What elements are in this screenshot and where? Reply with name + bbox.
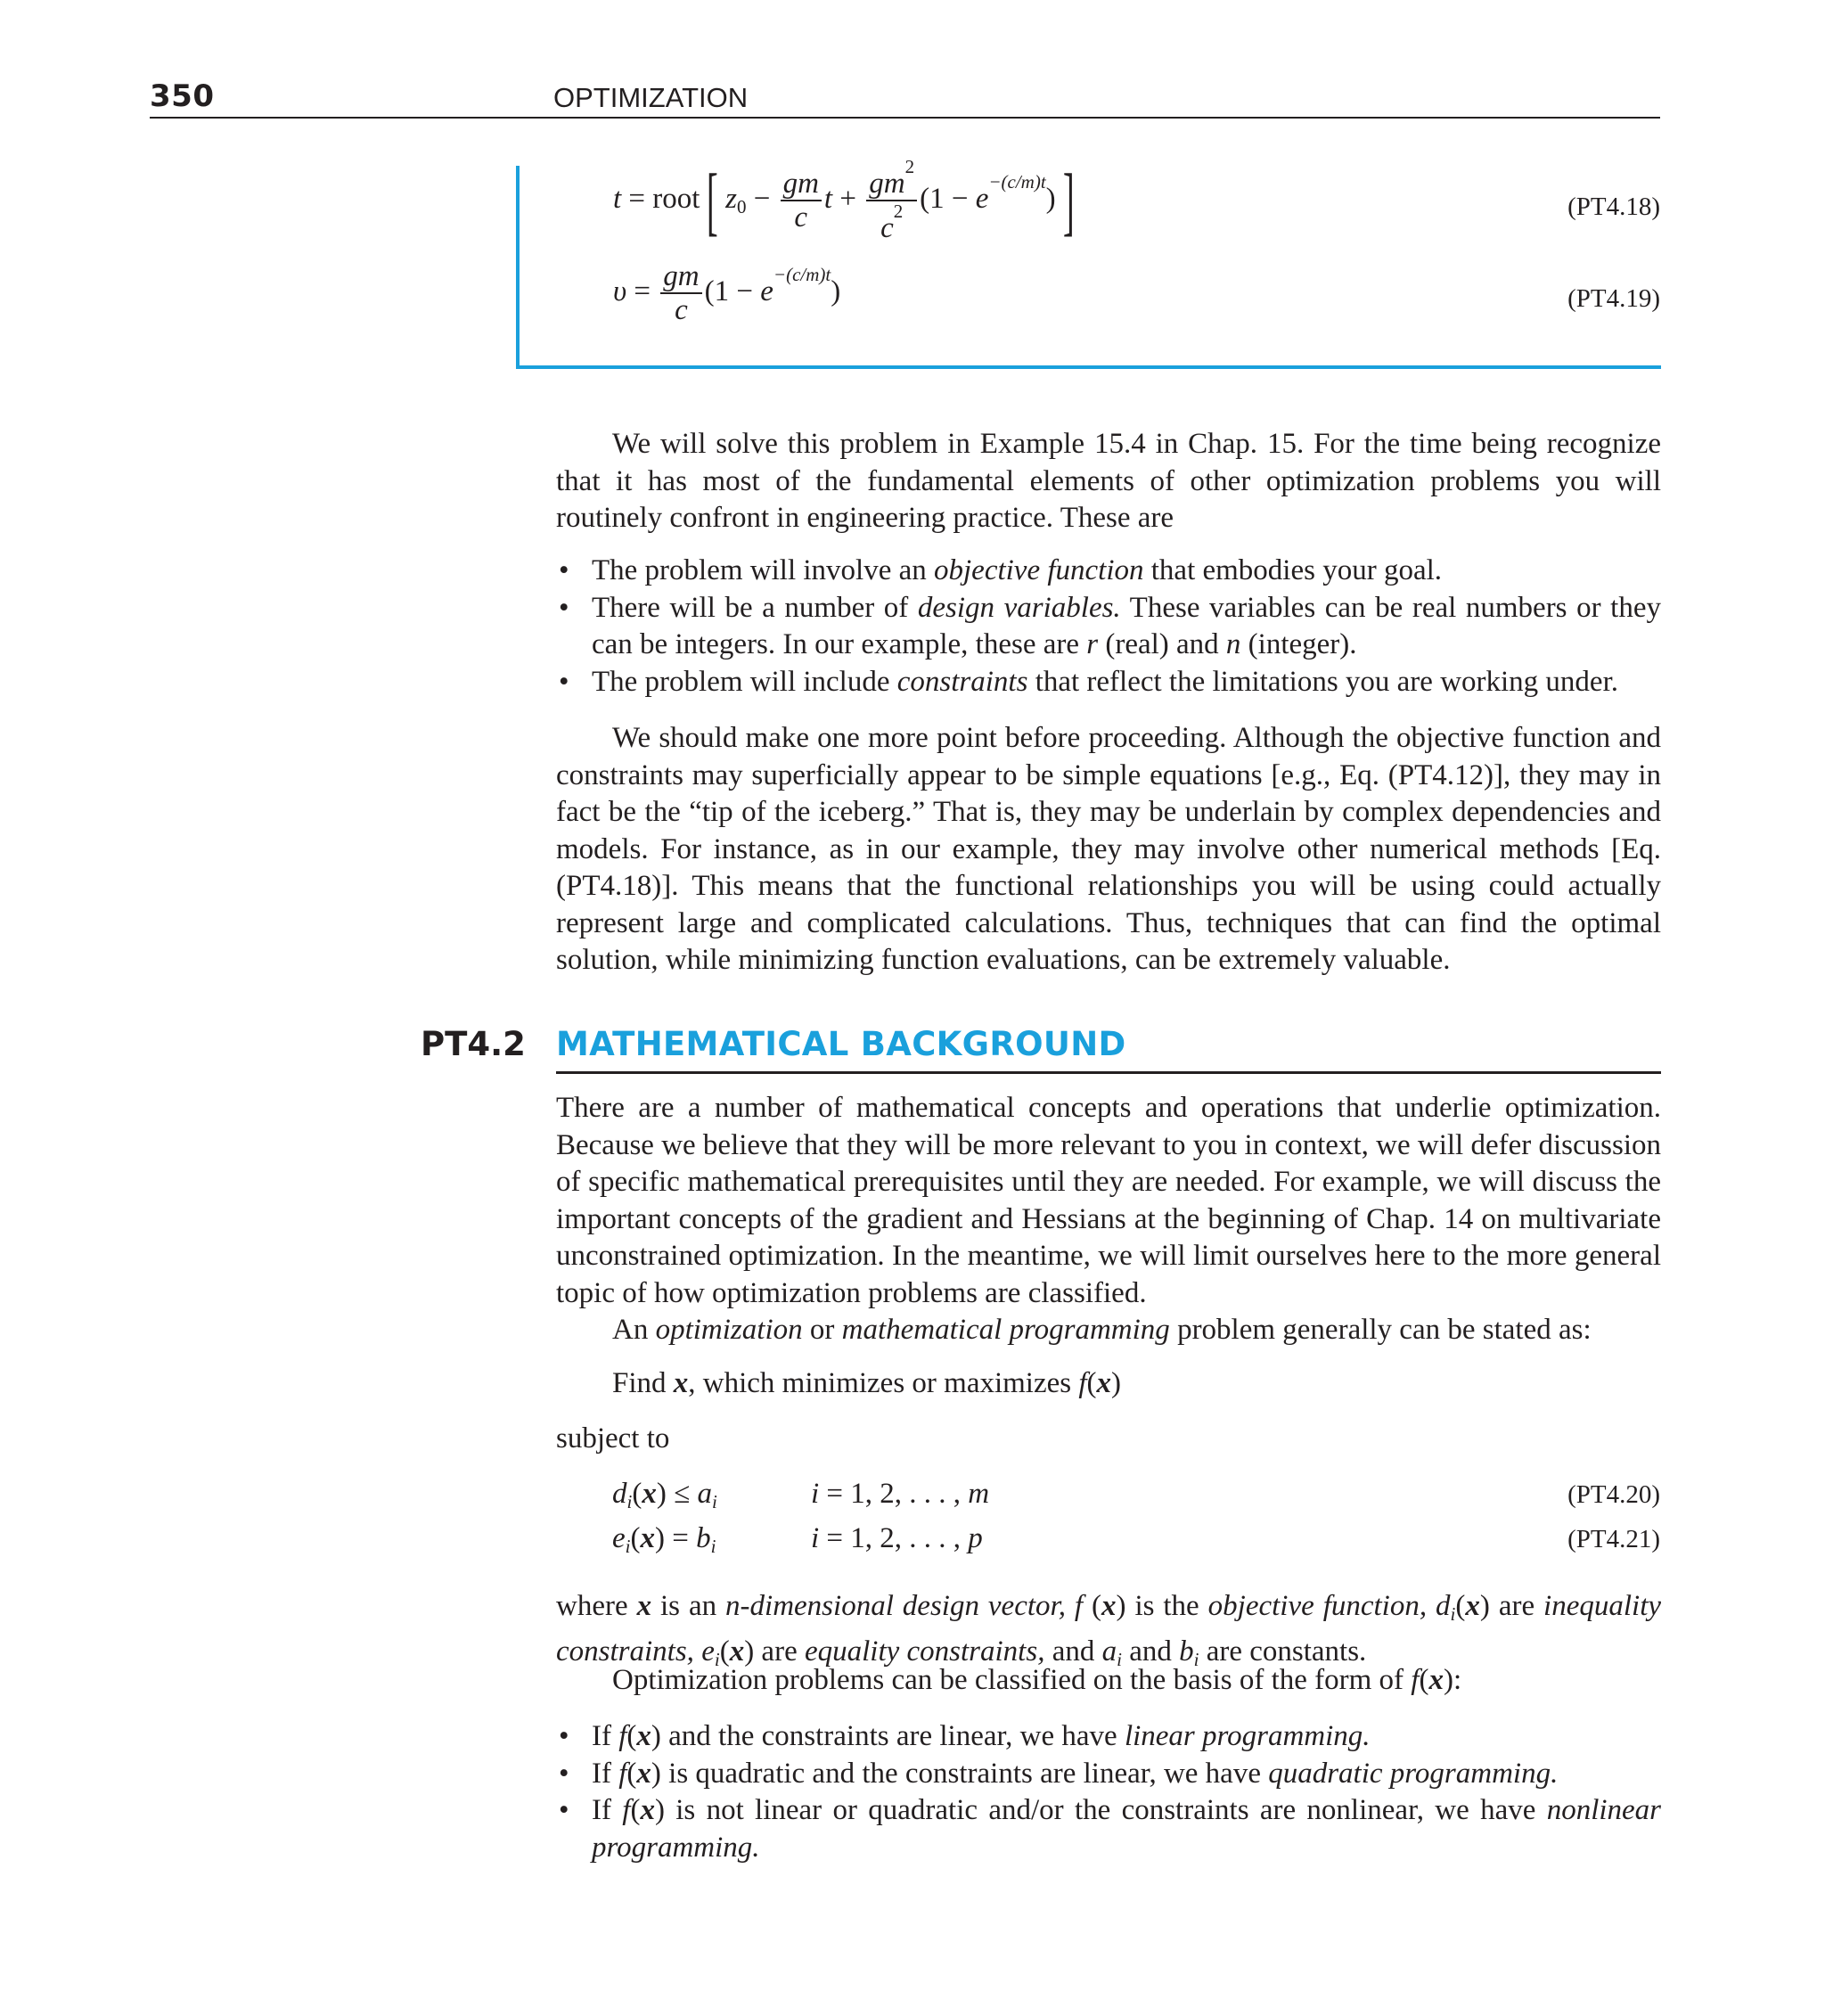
- equation-box-bottom-border: [516, 365, 1661, 369]
- list-item: • The problem will involve an objective function that embodies your goal.: [559, 554, 1443, 586]
- list-item: • The problem will include constraints that reflect the limitations you are working under.: [559, 665, 1618, 698]
- list-item: • There will be a number of design variables. These variables can be real numbers or they can be integers. In our example, these are r (real) and n (integer).: [559, 591, 1661, 660]
- intro-paragraph: We will solve this problem in Example 15.4 in Chap. 15. For the time being recognize that it has most of the fundamental elements of other optimization problems you will routinely confront in engineering practice. These are: [556, 428, 1661, 534]
- paragraph-problem-statement: An optimization or mathematical programming problem generally can be stated as:: [612, 1314, 1592, 1346]
- section-rule: [556, 1071, 1661, 1074]
- equation-number-pt4-21: (PT4.21): [1567, 1525, 1660, 1553]
- bullet-list-elements: [556, 553, 1661, 701]
- fraction-gm2-over-c2: $\frac{gm^2}{c^2}$: [866, 157, 917, 245]
- equation-box-left-border: [516, 166, 520, 369]
- list-item: • If f(x) is quadratic and the constraints are linear, we have quadratic programming.: [559, 1757, 1559, 1790]
- fraction-gm-over-c: $\frac{gm}{c}$: [781, 168, 822, 234]
- equation-pt4-20: $d_i(x) \le a_i$: [612, 1478, 717, 1512]
- equation-pt4-19: υ = $\frac{gm}{c}$ $(1 - e^{-(c/m)t})$: [613, 260, 841, 327]
- paragraph-where-definitions: where x is an n-dimensional design vector, f (x) is the objective function, $d_i(x)$ are inequality constraints, $e_i(x)$ are equality constraints, and $a_i$ and $b_i$ are constants.: [556, 1590, 1662, 1670]
- header-rule: [150, 117, 1660, 119]
- page-number: 350: [150, 78, 215, 114]
- paragraph-math-background: There are a number of mathematical concepts and operations that underlie optimization. Because we believe that they will be more relevant to you in context, we will defer discussion of specific mathematical prerequisites until they are needed. For example, we will discuss the important concepts of the gradient and Hessians at the beginning of Chap. 14 on multivariate unconstrained optimization. In the meantime, we will limit ourselves here to the more general topic of how optimization problems are classified.: [556, 1092, 1661, 1309]
- running-head: OPTIMIZATION: [553, 82, 749, 113]
- equation-number-pt4-19: (PT4.19): [1567, 284, 1660, 313]
- equation-pt4-21: $e_i(x) = b_i$: [612, 1522, 716, 1557]
- find-statement: Find x, which minimizes or maximizes f(x): [612, 1367, 1122, 1399]
- fraction-gm-over-c: $\frac{gm}{c}$: [660, 260, 701, 327]
- list-item: • If f(x) is not linear or quadratic and/or the constraints are nonlinear, we have nonlinear programming.: [559, 1794, 1662, 1864]
- section-number: PT4.2: [421, 1025, 526, 1063]
- subject-to-label: subject to: [556, 1422, 670, 1455]
- constraint-range-m: i = 1, 2, . . . , m: [811, 1478, 990, 1510]
- paragraph-classification-intro: Optimization problems can be classified on the basis of the form of f(x):: [612, 1664, 1462, 1696]
- bullet-list-programming-types: [556, 1718, 1661, 1866]
- equation-number-pt4-18: (PT4.18): [1567, 193, 1660, 221]
- paragraph-iceberg: We should make one more point before proceeding. Although the objective function and constraints may superficially appear to be simple equations [e.g., Eq. (PT4.12)], they may in fact be the “tip of the iceberg.” That is, they may be underlain by complex dependencies and models. For instance, as in our example, they may involve other numerical methods [Eq. (PT4.18)]. This means that the functional relationships you will be using could actually represent large and complicated calculations. Thus, techniques that can find the optimal solution, while minimizing function evaluations, can be extremely valuable.: [556, 722, 1661, 976]
- equation-number-pt4-20: (PT4.20): [1567, 1480, 1660, 1509]
- section-title: MATHEMATICAL BACKGROUND: [556, 1025, 1126, 1063]
- list-item: • If f(x) and the constraints are linear, we have linear programming.: [559, 1720, 1371, 1752]
- constraint-range-p: i = 1, 2, . . . , p: [811, 1522, 983, 1554]
- equation-pt4-18: t = root[ $z_0$ − $\frac{gm}{c}$ t + $\frac{gm^2}{c^2}$ $(1 - e^{-(c/m)t})$]: [613, 156, 1075, 245]
